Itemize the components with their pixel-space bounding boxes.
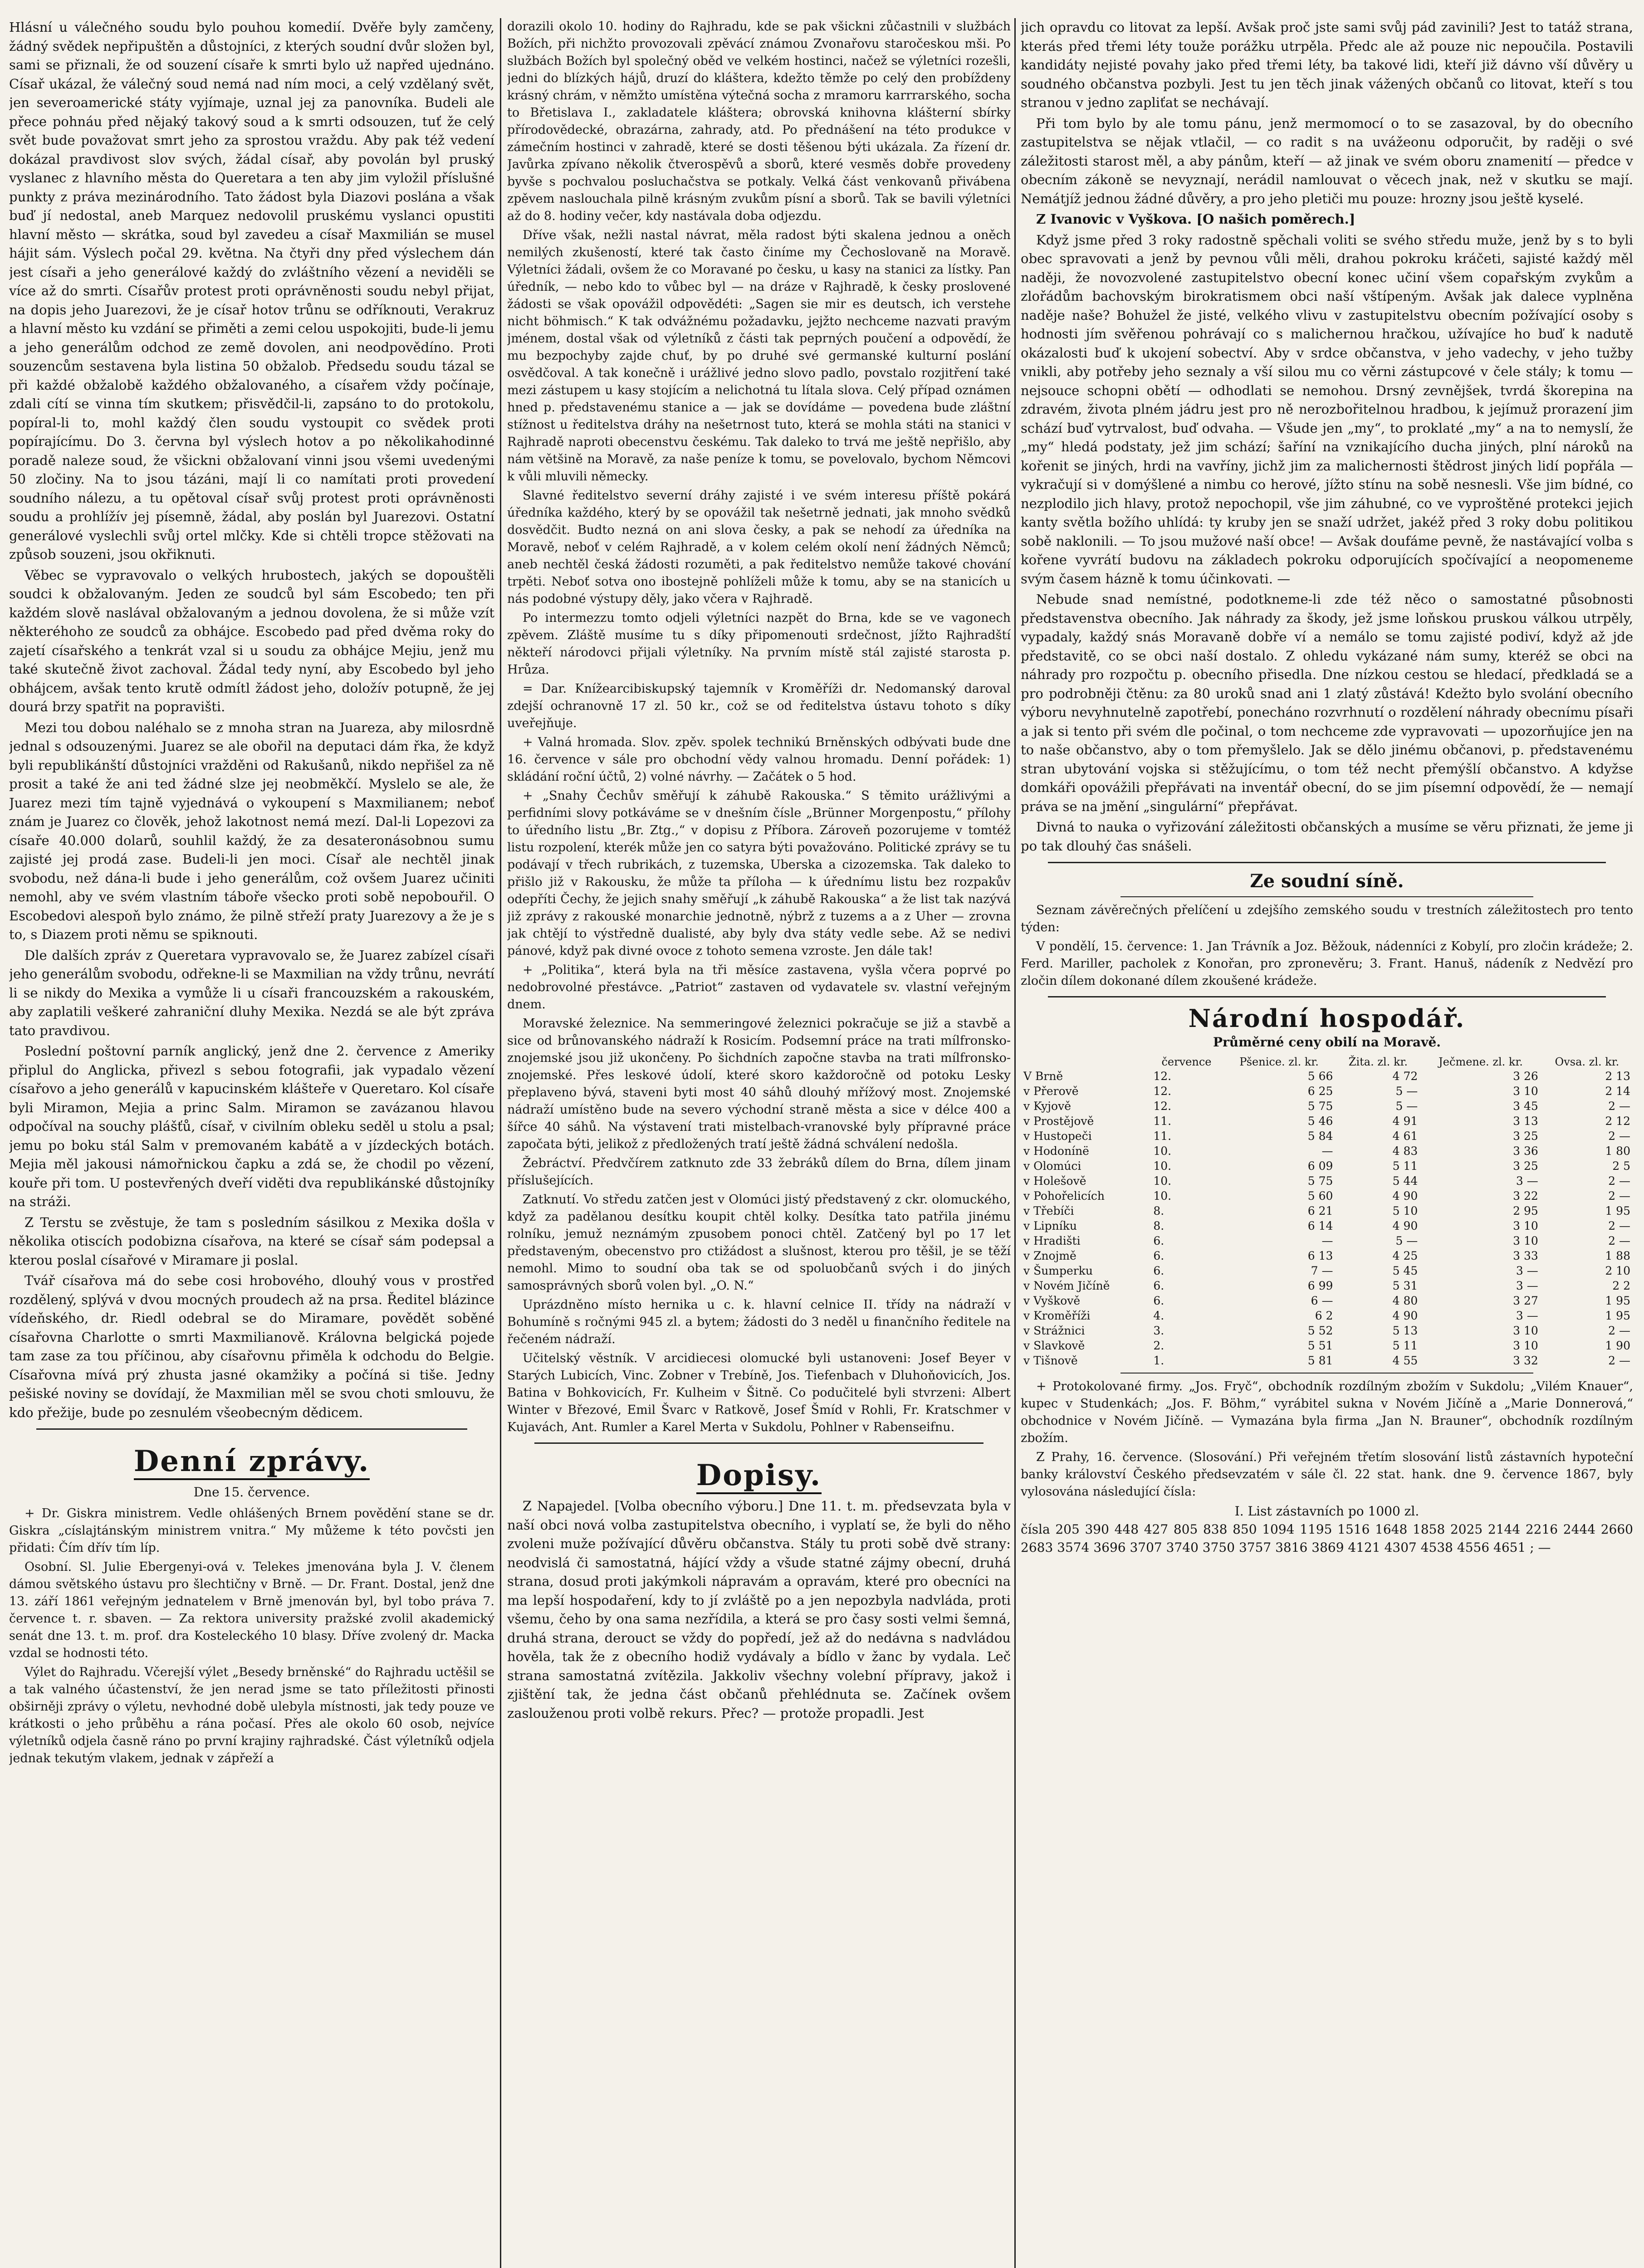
table-cell: 3 10 <box>1513 1219 1538 1232</box>
letter-paragraph: Nebude snad nemístné, podotkneme-li zde též něco o samostatné působnosti představenstva obecního. Jak náhrady za škody, jež jsme loňskou pruskou válkou utrpěly, vypadaly, každý snás Moravaně dobře ví a nemálo se tomu zajisté podiví, když až jde představitě, co se obci naší dostalo. Z ohledu vykázané nám sumy, kteréž se obci na náhrady pro rozpočtu p. obecního přisedla. Dne nízkou cestou se hledací, předkladá se a pro podrobněji čtěnu: za 80 uroků snad ani 1 zlatý zůstává! Kdežto bylo svolání obecního výboru nevyhnutelně zapotřebí, ponecháno rozvrhnutí o rozdělení náhrady obecnímu písaři a jak si tento při svém dle počinal, o tom nechceme zde vypravovati — upozorňujíce jen na to naše občanstvo, aby o tom přemyšlelo. Jak se dělo jinému občanovi, p. představenému stran ubytování vojska si stěžujícímu, o tom též necht přemýšlí občanstvo. A kdyžse domkáři opovážili přepřávati na inventář obecní, do se jim písemní odpovědí, že — nemají práva se na jmění „singulární“ přepřávat. <box>1021 591 1633 814</box>
table-cell: 2 14 <box>1605 1085 1630 1098</box>
table-cell: 3 13 <box>1513 1114 1538 1128</box>
table-cell: 2 — <box>1608 1100 1630 1113</box>
table-header-cell: Žita. zl. kr. <box>1348 1056 1408 1068</box>
table-cell: v Znojmě <box>1023 1249 1076 1262</box>
lottery-numbers: čísla 205 390 448 427 805 838 850 1094 1195 1516 1648 1858 2025 2144 2216 2444 2660 2683 3574 3696 3707 3740 3750 3757 3816 3869 4121 4307 4538 4556 4651 ; — <box>1021 1522 1633 1555</box>
table-cell: 2 12 <box>1605 1114 1630 1128</box>
table-cell: 5 31 <box>1392 1279 1418 1292</box>
news-section-title: Denní zprávy. <box>134 1444 370 1480</box>
table-cell: 3 10 <box>1513 1085 1538 1098</box>
table-cell: 1 95 <box>1605 1309 1630 1322</box>
table-row <box>1021 1293 1633 1308</box>
table-cell: 11. <box>1153 1129 1172 1143</box>
table-header-cell <box>1021 1055 1150 1069</box>
table-cell: 5 75 <box>1307 1174 1333 1188</box>
table-row <box>1021 1203 1633 1218</box>
dopisy-section-title: Dopisy. <box>696 1458 822 1494</box>
table-cell: v Olomúci <box>1023 1159 1081 1173</box>
price-table-caption: Průměrné ceny obilí na Moravě. <box>1213 1035 1441 1050</box>
table-cell: 6 25 <box>1307 1085 1333 1098</box>
table-cell: — <box>1321 1144 1333 1158</box>
table-cell: 6 21 <box>1307 1204 1333 1217</box>
table-cell: 5 52 <box>1307 1324 1333 1337</box>
table-cell: v Šumperku <box>1023 1264 1093 1277</box>
table-cell: 1. <box>1153 1354 1164 1367</box>
grain-price-table <box>1021 1055 1633 1368</box>
section-divider <box>1120 1373 1533 1374</box>
table-cell: 4 55 <box>1392 1354 1418 1367</box>
table-cell: 10. <box>1153 1174 1172 1188</box>
table-cell: 3 32 <box>1513 1354 1538 1367</box>
table-row <box>1021 1278 1633 1293</box>
table-cell: 3 26 <box>1513 1070 1538 1083</box>
table-cell: 6. <box>1153 1279 1164 1292</box>
letter-paragraph: Z Napajedel. [Volba obecního výboru.] Dne 11. t. m. předsevzata byla v naší obci nová volba zastupitelstva obecního, i vyplatí se, že byli do něho zvoleni muže požívající důvěru občanstva. Stály tu proti sobě dvě strany: neodvislá či samostatná, hájící vždy a všude statné zájmy obecní, druhá strana, dosud proti jakýmkoli nápravám a opravám, které pro obecníci na ma lepší hospodaření, kdy to jí zvláště po a jen nepozbyla nadvláda, proti všemu, čeho by ona sama nezřídila, a která se pro časy sosti velmi šemná, druhá strana, derouct se vždy do popředí, jež až do nedávna s nadvládou hověla, tak že z obecního hodiž vydávaly a bídlo v žanc by vydala. Leč strana samostatná zvítězila. Jakkoliv všechny volební přípravy, jakož i zjištění tak, že jedna část občanů přehlédnuta se. Začínek ovšem zaslouženou proti volbě rekurs. Přec? — protože propadli. Jest <box>507 1498 1011 1721</box>
table-cell: 6 13 <box>1307 1249 1333 1262</box>
table-cell: 5 — <box>1395 1100 1418 1113</box>
lottery-subhead: I. List zástavních po 1000 zl. <box>1234 1504 1419 1519</box>
news-item: Osobní. Sl. Julie Ebergenyi-ová v. Telekes jmenována byla J. V. členem dámou světského ústavu pro šlechtičny v Brně. — Dr. Frant. Dostal, jenž dne 13. září 1861 veřejným jednatelem v Brně jmenován byl, byl tobo práva 7. července t. r. sbaven. — Za rektora university pražské zvolil akademický senát dne 13. t. m. prof. dra Kosteleckého 10 blasy. Dříve zvolený dr. Macka vzdal se hodnosti této. <box>9 1560 494 1660</box>
article-paragraph: Z Terstu se zvěstuje, že tam s posledním sásilkou z Mexika došla v několika otiscích podobizna císařova, na které se císař sám podepsal a kterou poslal císařové v Miramare ji poslal. <box>9 1214 494 1268</box>
table-cell: 6. <box>1153 1264 1164 1277</box>
table-cell: 6 — <box>1311 1294 1333 1307</box>
article-paragraph: Dle dalších zpráv z Queretara vypravovalo se, že Juarez zabízel císaři jeho generálům svobodu, odřekne-li se Maxmilian na vždy trůnu, nevrátí li se nikdy do Mexika a vymůže li u císaři francouzském a rakouském, aby zaplatili veškeré zahraniční dluhy Mexika. Nezdá se ale být zpráva tato pravdivou. <box>9 947 494 1038</box>
table-cell: v Hustopeči <box>1023 1129 1092 1143</box>
table-cell: 2 — <box>1608 1174 1630 1188</box>
table-cell: 3 27 <box>1513 1294 1538 1307</box>
table-cell: 3 45 <box>1513 1100 1538 1113</box>
table-cell: 2 2 <box>1612 1279 1630 1292</box>
table-cell: 4 61 <box>1392 1129 1418 1143</box>
table-cell: V Brně <box>1023 1070 1063 1083</box>
news-item: + Valná hromada. Slov. zpěv. spolek technikú Brněnských odbývati bude dne 16. července v sále pro obchodní vědy valnou hromadu. Denní pořádek: 1) skládání roční účtů, 2) volné návrhy. — Začátek o 5 hod. <box>507 735 1011 784</box>
table-row <box>1021 1353 1633 1368</box>
table-row <box>1021 1114 1633 1129</box>
table-cell: 2. <box>1153 1339 1164 1352</box>
table-row <box>1021 1129 1633 1144</box>
column-rule <box>500 18 501 2268</box>
table-cell: 5 11 <box>1392 1159 1418 1173</box>
table-cell: 2 — <box>1608 1219 1630 1232</box>
section-divider <box>1120 896 1533 897</box>
table-cell: 6 09 <box>1307 1159 1333 1173</box>
table-cell: v Novém Jičíně <box>1023 1279 1110 1292</box>
news-item: Dříve však, nežli nastal návrat, měla radost býti skalena jednou a oněch nemilých zkušeností, které tak často činíme my Čechoslovaně na Moravě. Výletníci žádali, ovšem že co Moravané po česku, u kasy na stanici za lístky. Pan úředník, — nebo kdo to vůbec byl — na dráze v Rajhradě, k česky proslovené žádosti se však opovážil odpovědéti: „Sagen sie mir es deutsch, ich verstehe nicht böhmisch.“ K tak odvážnému požadavku, jejžto nechceme nazvati pravým jménem, dostal však od výletníků z části tak peprných poučení a odpovědí, že mu bezpochyby zajde chuť, by po druhé své germanské kulturní poslání osvědčoval. A tak konečně i urážlivé jedno slovo padlo, povstalo rozjitření také mezi zástupem u kasy stojícím a nelichotná tu lítala slova. Celý případ oznámen hned p. představenému stanice a — jak se dovídáme — povedena bude zláštní stížnost u ředitelstva dráhy na nešetrnost tuto, která se mohla státi na stanici v Rajhradě naproti obecenstvu českému. Tak daleko to trvá me ještě nepřišlo, aby nám většině na Moravě, za naše peníze k tomu, se povelovalo, bychom Němcovi k vůli mluvili německy. <box>507 228 1011 484</box>
table-cell: 5 11 <box>1392 1339 1418 1352</box>
column-3 <box>1021 18 1633 2268</box>
section-divider <box>36 1428 467 1430</box>
table-cell: 5 60 <box>1307 1189 1333 1202</box>
table-header-cell: července <box>1161 1056 1212 1068</box>
letter-paragraph: Divná to nauka o vyřizování záležitosti občanských a musíme se věru přiznati, že jeme ji po tak dlouhý čas snášeli. <box>1021 819 1633 854</box>
news-heading-wrap <box>9 1436 494 1483</box>
table-cell: 12. <box>1153 1085 1172 1098</box>
table-header-cell: Pšenice. zl. kr. <box>1239 1056 1319 1068</box>
table-header-cell: Ovsa. zl. kr. <box>1555 1056 1620 1068</box>
table-cell: 1 88 <box>1605 1249 1630 1262</box>
table-cell: 5 81 <box>1307 1354 1333 1367</box>
letter-lead: Z Ivanovic v Vyškova. [O našich poměrech.] <box>1036 211 1355 227</box>
table-cell: 3 10 <box>1513 1234 1538 1247</box>
table-cell: 5 44 <box>1392 1174 1418 1188</box>
table-cell: 6 2 <box>1315 1309 1333 1322</box>
table-cell: 4 90 <box>1392 1219 1418 1232</box>
table-cell: v Holešově <box>1023 1174 1086 1188</box>
table-cell: v Slavkově <box>1023 1339 1085 1352</box>
table-cell: 6 14 <box>1307 1219 1333 1232</box>
table-cell: 12. <box>1153 1070 1172 1083</box>
news-item: + „Snahy Čechův směřují k záhubě Rakouska.“ S těmito urážlivými a perfidními slovy potkáváme se v dnešním čísle „Brünner Morgenpostu,“ přílohy to úředního listu „Br. Ztg.,“ v dopisu z Příbora. Zároveň pozorujeme v tomtéž listu rozpolení, kterék může jen co satyra býti považováno. Politické zprávy se tu podávají v třech rubrikách, z tuzemska, Uberska a cizozemska. Tak daleko to přišlo již v Rakousku, že může ta příloha — k úřednímu listu bez rozpakův odepříti Čechy, že jejich snahy směřují „k záhubě Rakouska“ a že list tak nazývá již zprávy z rakouské monarchie jednotně, nýbrž z tuzems a a z Uher — zrovna jak chtějí to výstředně dualisté, aby byly dva státy vedle sebe. Až se nedivi pánové, když pak divné ovoce z tohoto semena vzroste. Jen dále tak! <box>507 789 1011 958</box>
table-cell: v Kyjově <box>1023 1100 1071 1113</box>
table-cell: v Lipníku <box>1023 1219 1077 1232</box>
table-cell: 2 — <box>1608 1234 1630 1247</box>
news-item: Moravské železnice. Na semmeringové železnici pokračuje se již a stavbě a sice od brůnovanského nádraží k Rosicím. Podsemní práce na trati mílfronsko-znojemské jsou již ukončeny. Po šichdních započne stavba na trati mílfronsko-znojemské. Přes leskové údolí, které skoro každoročně od potoku Lesky přeplaveno bývá, staveni byti most 40 sáhů dlouhý mřížový most. Znojemské nádraží umístěno bude na severo východní straně města a sice v délce 400 a šířce 40 sáhů. Na výstavení trati mistelbach-vranovské byly přípravné práce započata býti, jelikož z předložených tratí ještě žádná schválení nedošla. <box>507 1017 1011 1151</box>
table-cell: 6. <box>1153 1294 1164 1307</box>
table-row <box>1021 1144 1633 1158</box>
table-row <box>1021 1173 1633 1188</box>
table-cell: 5 13 <box>1392 1324 1418 1337</box>
table-cell: 3 10 <box>1513 1339 1538 1352</box>
section-divider <box>1048 862 1606 863</box>
table-cell: — <box>1321 1234 1333 1247</box>
table-cell: v Strážnici <box>1023 1324 1085 1337</box>
table-cell: 4. <box>1153 1309 1164 1322</box>
table-row <box>1021 1084 1633 1099</box>
table-cell: 3 10 <box>1513 1324 1538 1337</box>
column-1 <box>9 18 494 2268</box>
table-cell: 4 90 <box>1392 1189 1418 1202</box>
table-cell: 5 66 <box>1307 1070 1333 1083</box>
table-body <box>1021 1069 1633 1368</box>
table-cell: 3 36 <box>1513 1144 1538 1158</box>
news-item: Po intermezzu tomto odjeli výletníci nazpět do Brna, kde se ve vagonech zpěvem. Zláště musíme tu s díky připomenouti srdečnost, jížto Rajhradští někteří národovci přijali výletníky. Na prvním místě stál zajisté starosta p. Hrůza. <box>507 611 1011 677</box>
news-item: Uprázdněno místo hernika u c. k. hlavní celnice II. třídy na nádraží v Bohumíně s ročnými 945 zl. a bytem; žádosti do 3 neděl u finančního ředitele na řečeném nádraží. <box>507 1298 1011 1346</box>
table-cell: 8. <box>1153 1204 1164 1217</box>
news-item: Učitelský věstník. V arcidiecesi olomucké byli ustanoveni: Josef Beyer v Starých Lubicích, Vinc. Zobner v Trebíně, Jos. Tiefenbach v Dluhoňovicích, Jos. Batina v Bohkovicích, Fr. Kulheim v Šitně. Co podučitelé byli stvrzeni: Albert Winter v Březové, Emil Švarc v Ratkově, Josef Šmíd v Rohli, Fr. Kratschmer v Kujavách, Ant. Rumler a Karel Merta v Sukdolu, Pohlner v Rabenseifnu. <box>507 1351 1011 1434</box>
table-cell: 6. <box>1153 1234 1164 1247</box>
table-cell: 1 80 <box>1605 1144 1630 1158</box>
news-item: dorazili okolo 10. hodiny do Rajhradu, kde se pak všickni zůčastnili v službách Božích, při nichžto provozovali zpěvácí známou Zvonařovu staročeskou mši. Po službách Božích byl společný oběd ve velkém hostinci, načež se výletníci rozešli, jedni do blízkých hájů, druzí do kláštera, kdežto těmže po celý den probíždeny krásný chrám, v němžto umístěna výtečná socha z mramoru karrrarského, socha to Břetislava I., zakladatele kláštera; obrovská knihovna klášterní sbírky přírodovědecké, obrazárna, zahrady, atd. Po přednášení na této produkce v zámečním hostinci v zahradě, které se dosti těšenou býti ukázala. Za řízení dr. Javůrka zpívano několik čtverospěvů a sborů, které vesměs dobře provedeny byvše s pochvalou posluchačstva se potkaly. Velká část venkovanů přivábena zpěvem naslouchala pilně krásným zvukům písní a sborů. Tak se bavili výletníci až do 8. hodiny večer, kdy nastávala doba odjezdu. <box>507 20 1011 223</box>
court-paragraph: V pondělí, 15. července: 1. Jan Trávník a Joz. Běžouk, nádenníci z Kobylí, pro zločin krádeže; 2. Ferd. Mariller, pacholek z Konořan, pro zpronevěru; 3. Frant. Hanuš, nádeník z Nedvězí pro zločin dílem dokonané dílem zkoušené krádeže. <box>1021 939 1633 988</box>
table-cell: 5 75 <box>1307 1100 1333 1113</box>
table-cell: 5 46 <box>1307 1114 1333 1128</box>
econ-heading-wrap <box>1021 1004 1633 1033</box>
economy-section-title: Národní hospodář. <box>1188 1004 1466 1033</box>
news-item: Slavné ředitelstvo severní dráhy zajisté i ve svém interesu příště pokárá úředníka každého, který by se opovážil tak nešetrně jednati, jak mnoho svědků dosvědčit. Budto nezná on ani slova česky, a pak se nehodí za úředníka na Moravě, neboť v celém Rajhradě, a v kolem celém okolí není žádných Němců; aneb nechtěl česká žádosti rozuměti, a pak ředitelstvo nemůže takové chování trpěti. Neboť sotva ono ibostejně pohlíželi může k tomu, aby se na stanicích u nás podobné výstupy děly, jako včera v Rajhradě. <box>507 489 1011 606</box>
news-item: Žebráctví. Předvčírem zatknuto zde 33 žebráků dílem do Brna, dílem jinam příslušejících. <box>507 1156 1011 1188</box>
court-section-title: Ze soudní síně. <box>1250 870 1404 892</box>
table-cell: 5 — <box>1395 1085 1418 1098</box>
lottery-paragraph: Z Prahy, 16. července. (Slosování.) Při veřejném třetím slosování listů zástavních hypoteční banky království Českého předsevzatém v sále čl. 22 stat. hank. dne 9. července 1867, byly vylosována následující čísla: <box>1021 1450 1633 1499</box>
news-item: Výlet do Rajhradu. Včerejší výlet „Besedy brněnské“ do Rajhradu uctěšil se a tak valného účastenství, že jen nerad jsme se tato příležitosti přinosti obširněji zprávy o výletu, nevhodné době ulebyla místnosti, jak tedy pouze ve krátkosti o jeho průběhu a rána počasí. Přes ale okolo 60 osob, nejvíce výletníků odjela časně ráno po první krajiny rajhradské. Část výletníků odjela jednak tekutým vlakem, jednak v zápřeží a <box>9 1665 494 1765</box>
table-row <box>1021 1263 1633 1278</box>
table-cell: 1 90 <box>1605 1339 1630 1352</box>
table-cell: 3 — <box>1516 1174 1538 1188</box>
table-cell: 10. <box>1153 1144 1172 1158</box>
news-item: Zatknutí. Vo středu zatčen jest v Olomúci jistý představený z ckr. olomuckého, když za padělanou desítku koupit chtěl kolky. Desítka tato patřila jinému rolníku, jemuž neznámým zpusobem ponoci chtěl. Zatčený byl po 17 let představeným, obecenstvo pro ctižádost a slušnost, kterou pro těšil, je se těží nemohl. Mimo to soudní oba tak se od spoluobčanů svých i do jiných samosprávných sborů volen byl. „O. N.“ <box>507 1193 1011 1293</box>
table-cell: 2 95 <box>1513 1204 1538 1217</box>
table-cell: 3 25 <box>1513 1159 1538 1173</box>
table-header-row <box>1021 1055 1633 1069</box>
column-2 <box>507 18 1011 2268</box>
table-cell: 5 84 <box>1307 1129 1333 1143</box>
table-row <box>1021 1069 1633 1084</box>
article-paragraph: Věbec se vypravovalo o velkých hrubostech, jakých se dopouštěli soudci k obžalovaným. Jeden ze soudců byl sám Escobedo; ten při každém slově naslával obžalovaným a jednou dovolena, že si může vzít některéhoho ze soudců za obhájce. Escobedo pad před dvěma roky do zajetí císařského a tenkrát vzal si u soudu za obhájce Mejiu, jenž mu také skutečně život zachoval. Žádal tedy nyní, aby Escobedo byl jeho obhájcem, avšak tento krutě odmítl žádost jeho, doložív potupně, že jej dourá brzy spatřit na popravišti. <box>9 567 494 714</box>
table-row <box>1021 1338 1633 1353</box>
table-cell: 4 90 <box>1392 1309 1418 1322</box>
article-paragraph: Mezi tou dobou naléhalo se z mnoha stran na Juareza, aby milosrdně jednal s odsouzenými. Juarez se ale obořil na deputaci dám řka, že když byli republikánští důstojníci vražděni od Rakušanů, nikdo nepřišel za ně prosit a také že ani ted žádné slze jej neobměkčí. Myslelo se ale, že Juarez mezi tím tajně vyjednává o vykoupení s Maxmilianem; neboť znám je Juarez co člověk, jehož lakotnost nemá mezí. Dal-li Lopezovi za císaře 40.000 dolarů, souhlil každý, že za desateronásobnou sumu zajisté jej prodá zase. Budeli-li jen moci. Císař ale nechtěl jinak svobodu, než dána-li bude i jeho generálům, což ovšem Juarez učiniti nemohl, aby ve svém vlastním táboře všecko proti sobě nepobouřil. O Escobedovi alespoň bylo známo, že pilně střeží praty Juarezovy a že je s to, s Diazem proti němu se spiknouti. <box>9 719 494 942</box>
article-paragraph: Hlásní u válečného soudu bylo pouhou komedií. Dvěře byly zamčeny, žádný svědek nepřipuštěn a důstojníci, z kterých soudní dvůr složen byl, sami se přiznali, že od souzení císaře k smrti bylo už napřed ujednáno. Císař ukázal, že válečný soud nemá nad ním moci, a celý vzdělaný svět, jen severoamerické státy vyjímaje, uznal jej za panovníka. Budeli ale přece pohnáu před nějaký takový soud a k smrti odsouzen, tuť že celý svět bude považovat smrt jeho za sprostou vraždu. Aby pak též vedení dokázal pravdivost slov svých, žádal císař, aby povolán byl pruský vyslanec z hlavního města do Queretara a ten aby jim vyložil příslušné punkty z práva mezinárodního. Tato žádost byla Diazovi poslána a však buď jí nedostal, aneb Marquez nedovolil pruskému vyslanci opustiti hlavní město — skrátka, soud byl zavedeu a císař Maxmilián se musel hájit sám. Výslech počal 29. května. Na čtyři dny před výslechem dán jest císaři a jeho generálové každý do zvláštního vězení a neviděli se více až do smrti. Císařův protest proti oprávněnosti soudu nebyl přijat, na dopis jeho Juarezovi, že je císař hotov trůnu se odříknouti, Verakruz a hlavní město ku vzdání se přiměti a zemi celou uspokojiti, bude-li jemu a jeho generálům odchod ze země dovolen, ani neodpovědíno. Proti souzencům sestavena byla listina 50 obžalob. Předsedu soudu tázal se při každé obžalobě každého obžalovaného, a císařem vždy počínaje, zdali cítí se vinna tím skutkem; přisvědčil-li, zapsáno to do protokolu, popíral-li to, mohl každý člen soudu vystoupit co svědek proti popírajícímu. Do 3. června byl výslech hotov a po několikahodinné poradě naleze soud, že všickni obžalovaní vinni jsou všemi uvedenými 50 zločiny. Na to jsou tázáni, mají li co namítati proti provedení soudního nálezu, a tu opětoval císař svůj protest proti oprávněnosti soudu a prohlížív jej písemně, žádal, aby poslán byl Juarezovi. Ostatní generálové vyslechli svůj ortel mlčky. Kde si chtěli tropce stěžovati na způsob souzeni, jsou okřiknuti. <box>9 20 494 562</box>
table-header-cell: Ječmene. zl. kr. <box>1438 1056 1523 1068</box>
table-cell: 3 — <box>1516 1309 1538 1322</box>
table-cell: 1 95 <box>1605 1294 1630 1307</box>
table-row <box>1021 1248 1633 1263</box>
table-cell: 5 — <box>1395 1234 1418 1247</box>
table-cell: v Třebíči <box>1023 1204 1074 1217</box>
table-row <box>1021 1233 1633 1248</box>
news-item: = Dar. Knížearcibiskupský tajemník v Kroměříži dr. Nedomanský daroval zdejší ochranovně 17 zl. 50 kr., což se od ředitelstva ústavu tohoto s díky uveřejňuje. <box>507 682 1011 730</box>
table-cell: 8. <box>1153 1219 1164 1232</box>
table-row <box>1021 1158 1633 1173</box>
letter-paragraph: Při tom bylo by ale tomu pánu, jenž mermomocí o to se zasazoval, by do obecního zastupitelstva se nějak vtlačil, — co radit s na uvážeonu odporučit, by raději o své záležitosti starost měl, a aby pánům, kteří — až jinak ve svém oboru znamenití — předce v obecním zákoně se nevyznají, nerádil namlouvat o věcech jnak, než v skutku se mají. Nemátjíž jednou žádné důvěry, a pro jeho pletiči mu pouze: hrozny jsou ještě kyselé. <box>1021 115 1633 206</box>
table-row <box>1021 1188 1633 1203</box>
table-cell: 2 — <box>1608 1189 1630 1202</box>
table-row <box>1021 1099 1633 1114</box>
table-cell: 1 95 <box>1605 1204 1630 1217</box>
table-cell: v Tišnově <box>1023 1354 1078 1367</box>
news-date: Dne 15. července. <box>193 1485 310 1500</box>
table-cell: 6. <box>1153 1249 1164 1262</box>
firms-paragraph: + Protokolované firmy. „Jos. Fryč“, obchodník rozdílným zbožím v Sukdolu; „Vilém Knauer“, kupec v Studenkách; „Jos. F. Böhm,“ vyrábitel sukna v Novém Jičíně a „Marie Donnerová,“ obchodnice v Novém Jičíně. — Vymazána byla firma „Jan N. Brauner“, obchodník rozdílným zbožím. <box>1021 1379 1633 1445</box>
table-cell: v Hodonínë <box>1023 1144 1089 1158</box>
table-cell: 3 — <box>1516 1279 1538 1292</box>
column-rule <box>1014 18 1016 2268</box>
table-cell: 5 45 <box>1392 1264 1418 1277</box>
table-cell: 6 99 <box>1307 1279 1333 1292</box>
table-cell: 5 10 <box>1392 1204 1418 1217</box>
table-cell: 2 5 <box>1612 1159 1630 1173</box>
news-item: + „Politika“, která byla na tři měsíce zastavena, vyšla včera poprvé po nedobrovolné přestávce. „Patriot“ zastaven od vydavatele sv. vlastní veřejným dnem. <box>507 963 1011 1012</box>
table-cell: v Hradišti <box>1023 1234 1081 1247</box>
table-cell: v Prostějově <box>1023 1114 1094 1128</box>
letter-paragraph: jich opravdu co litovat za lepší. Avšak proč jste sami svůj pád zavinili? Jest to tatáž strana, kterás před třemi léty touže porážku utrpěla. Předc ale až pouze nic nepoučila. Postavili kandidáty nejisté povahy jako před třemi léty, ba takové lidi, kteří již dávno vší důvěry u soudného občanstva pozbyli. Jest tu jen těch jinak vážených občanů co litovat, kteří s tou stranou v jedno zapliťat se nechávají. <box>1021 20 1633 110</box>
table-cell: 3 22 <box>1513 1189 1538 1202</box>
table-cell: 3. <box>1153 1324 1164 1337</box>
table-cell: 10. <box>1153 1189 1172 1202</box>
table-cell: 4 91 <box>1392 1114 1418 1128</box>
table-row <box>1021 1218 1633 1233</box>
table-cell: 7 — <box>1311 1264 1333 1277</box>
table-cell: 3 25 <box>1513 1129 1538 1143</box>
table-cell: v Vyškově <box>1023 1294 1081 1307</box>
table-cell: v Přerově <box>1023 1085 1079 1098</box>
table-cell: 4 25 <box>1392 1249 1418 1262</box>
table-cell: 2 — <box>1608 1129 1630 1143</box>
table-cell: 3 — <box>1516 1264 1538 1277</box>
article-paragraph: Tvář císařova má do sebe cosi hrobového, dlouhý vous v prostřed rozdělený, splývá v dvou mocných proudech až na prsa. Ředitel blázince vídeňského, dr. Riedl odebral se do Miramare, povědět soběné císařovna Charlotte o smrti Maxmilianově. Královna belgická pojede tam zase za tou příčinou, aby císařovnu přiměla k odchodu do Belgie. Císařovna mívá prý zhusta jasné okamžiky a počíná si tiše. Jedny pešiské noviny se dovídají, že Maxmilian měl se svou choti smlouvu, že kdo přežije, bude po zesnulém všeobecným dědicem. <box>9 1273 494 1420</box>
table-cell: 10. <box>1153 1159 1172 1173</box>
article-paragraph: Poslední poštovní parník anglický, jenž dne 2. července z Ameriky připlul do Anglicka, přivezl s sebou fotografii, jak vypadalo vězení císařovo a jeho generálů v kapucinském klášteře v Queretaro. Kol císaře byli Miramon, Mejia a princ Salm. Miramon se zavázanou hlavou odpočíval na souchy plášťů, císař, v civilním obleku seděl u stolu a psal; jemu po boku stál Salm v premovaném kabátě a v jízdeckých botách. Mejia měl jakousi námořnickou čapku a zdá se, že chodil po vězení, kouře při tom. U postevřených dveří viděti dva republikánské důstojníky na stráži. <box>9 1043 494 1209</box>
table-row <box>1021 1308 1633 1323</box>
table-cell: 5 51 <box>1307 1339 1333 1352</box>
table-row <box>1021 1323 1633 1338</box>
table-cell: 3 33 <box>1513 1249 1538 1262</box>
table-cell: 11. <box>1153 1114 1172 1128</box>
dopisy-heading-wrap <box>507 1450 1011 1497</box>
table-cell: 2 10 <box>1605 1264 1630 1277</box>
table-cell: 4 72 <box>1392 1070 1418 1083</box>
table-cell: v Kroměříži <box>1023 1309 1091 1322</box>
table-cell: 2 — <box>1608 1324 1630 1337</box>
table-cell: 2 — <box>1608 1354 1630 1367</box>
table-cell: 2 13 <box>1605 1070 1630 1083</box>
section-divider <box>1048 996 1606 997</box>
table-cell: v Pohořelicích <box>1023 1189 1105 1202</box>
court-paragraph: Seznam závěrečných přelíčení u zdejšího zemského soudu v trestních záležitostech pro tento týden: <box>1021 903 1633 934</box>
letter-paragraph: Když jsme před 3 roky radostně spěchali voliti se svého středu muže, jenž by s to byli obec spravovati a jenž by pevnou vůli měli, drahou pokroku kráčeti, sajisté každý měl naději, že novozvolené zastupitelstvo obecní konec učiní všem copařským zvykům a zlořádům bachovským birokratismem obci naší vštípeným. Avšak jak dalece vyplněna naděje naše? Bohužel že jisté, velkého vlivu v zastupitelstvu obecním požívající osoby s hodnosti jím svěřenou pohrávají co s malichernou hračkou, užívajíce ho buď k nadutě okázalosti buď k ukojení sobectví. Aby v srdce občanstva, v jeho vadechy, v jeho tužby vnikli, aby potřeby jeho seznaly a vší silou mu co věrni zástupcové v čele stály; k tomu — nejsouce schopni obětí — odhodlati se nemohou. Drsný zevnějšek, tvrdá škorepina na zdravém, života plném jádru jest pro ně nerozbořitelnou hradbou, k jejímuž prorazení jim schází buď vytrvalost, buď odvaha. — Všude jen „my“, to proklaté „my“ a na to nemyslí, že „my“ hledá podstaty, jež jim schází; šaříní na vznikajícího ducha jiných, plní nároků na kořenit se jiných, hrdi na vavříny, jichž jim za malichernosti štědrost jiných lidí popřála — vykračují si v domýšlené a nimbu co herové, jížto stínu na sobě nesnesli. Vše jim bídné, co nezplodilo jich hlavy, protož nepochopil, vše jim záhubné, co ve vyproštěné protekci jejich kanty světla božího uhlídá: ty kruby jen se snaží udržet, jakéž před 3 roky dobu politikou sobě naklonili. — To jsou mužové naší obce! — Avšak doufáme pevně, že nastávající volba s kořene vyvrátí budovu na základech pokroku odporujících spočívající a neopomeneme svým časem házně k tomu účinkovati. — <box>1021 232 1633 587</box>
table-cell: 4 80 <box>1392 1294 1418 1307</box>
news-item: + Dr. Giskra ministrem. Vedle ohlášených Brnem povědění stane se dr. Giskra „císlajtánským ministrem vnitra.“ My můžeme k této povčsti jen přidati: Čím dřív tím líp. <box>9 1506 494 1555</box>
section-divider <box>534 1442 983 1444</box>
table-cell: 4 83 <box>1392 1144 1418 1158</box>
table-cell: 12. <box>1153 1100 1172 1113</box>
